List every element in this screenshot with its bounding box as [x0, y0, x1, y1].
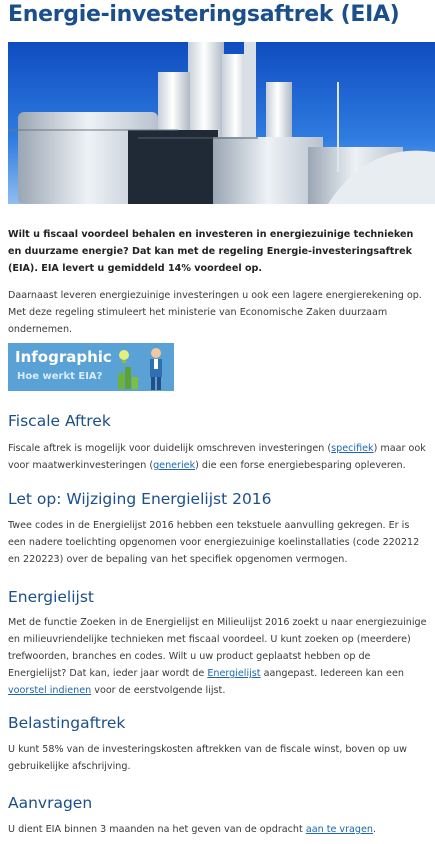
- page-title: Energie-investeringsaftrek (EIA): [8, 2, 400, 27]
- heading-let-op: Let op: Wijziging Energielijst 2016: [8, 490, 272, 508]
- link-aan-te-vragen[interactable]: aan te vragen: [305, 824, 373, 835]
- link-specifiek[interactable]: specifiek: [331, 443, 374, 454]
- intro-lead: Wilt u fiscaal voordeel behalen en investeren in energiezuinige technieken en duurzame energie? Dat kan met de regeling Energie-investeringsaftrek (EIA). EIA levert u gemiddeld 14% voordeel op.: [8, 229, 414, 274]
- businessman-icon: [150, 348, 162, 390]
- lightbulb-icon: [119, 350, 129, 363]
- link-generiek[interactable]: generiek: [153, 460, 196, 471]
- link-energielijst[interactable]: Energielijst: [207, 668, 261, 679]
- belastingaftrek-text: U kunt 58% van de investeringskosten aftrekken van de fiscale winst, boven op uw gebruikelijke afschrijving.: [8, 744, 407, 772]
- infographic-banner[interactable]: [8, 343, 174, 391]
- heading-belastingaftrek: Belastingaftrek: [8, 714, 126, 732]
- money-stack-icon: [118, 367, 138, 389]
- hero-image: [8, 42, 435, 204]
- intro-body: Daarnaast leveren energiezuinige investeringen u ook een lagere energierekening op. Met deze regeling stimuleert het ministerie van Economische Zaken duurzaam ondernemen.: [8, 290, 422, 335]
- infographic-title: Infographic: [15, 348, 112, 366]
- energielijst-text: Met de functie Zoeken in de Energielijst en Milieulijst 2016 zoekt u naar energiezuinige en milieuvriendelijke technieken met fiscaal voordeel. U kunt zoeken op (meerdere) trefwoorden, branches en codes. Wilt u uw product geplaatst hebben op de Energielijst? Dat kan, ieder jaar wordt de Energielijst aangepast. Iedereen kan een voorstel indienen voor de eerstvolgende lijst.: [8, 617, 427, 696]
- heading-fiscale-aftrek: Fiscale Aftrek: [8, 412, 111, 430]
- fiscale-aftrek-text: Fiscale aftrek is mogelijk voor duidelijk omschreven investeringen (specifiek) maar ook voor maatwerkinvesteringen (generiek) die een forse energiebesparing opleveren.: [8, 443, 426, 471]
- heading-aanvragen: Aanvragen: [8, 794, 93, 812]
- infographic-subtitle: Hoe werkt EIA?: [17, 371, 103, 382]
- heading-energielijst: Energielijst: [8, 588, 95, 606]
- let-op-text: Twee codes in de Energielijst 2016 hebben een tekstuele aanvulling gekregen. Er is een nadere toelichting opgenomen voor energiezuinige koelinstallaties (code 220212 en 220223) over de bepaling van het specifiek opgenomen vermogen.: [8, 520, 420, 565]
- aanvragen-text: U dient EIA binnen 3 maanden na het geven van de opdracht aan te vragen.: [8, 824, 377, 835]
- link-voorstel-indienen[interactable]: voorstel indienen: [8, 685, 92, 696]
